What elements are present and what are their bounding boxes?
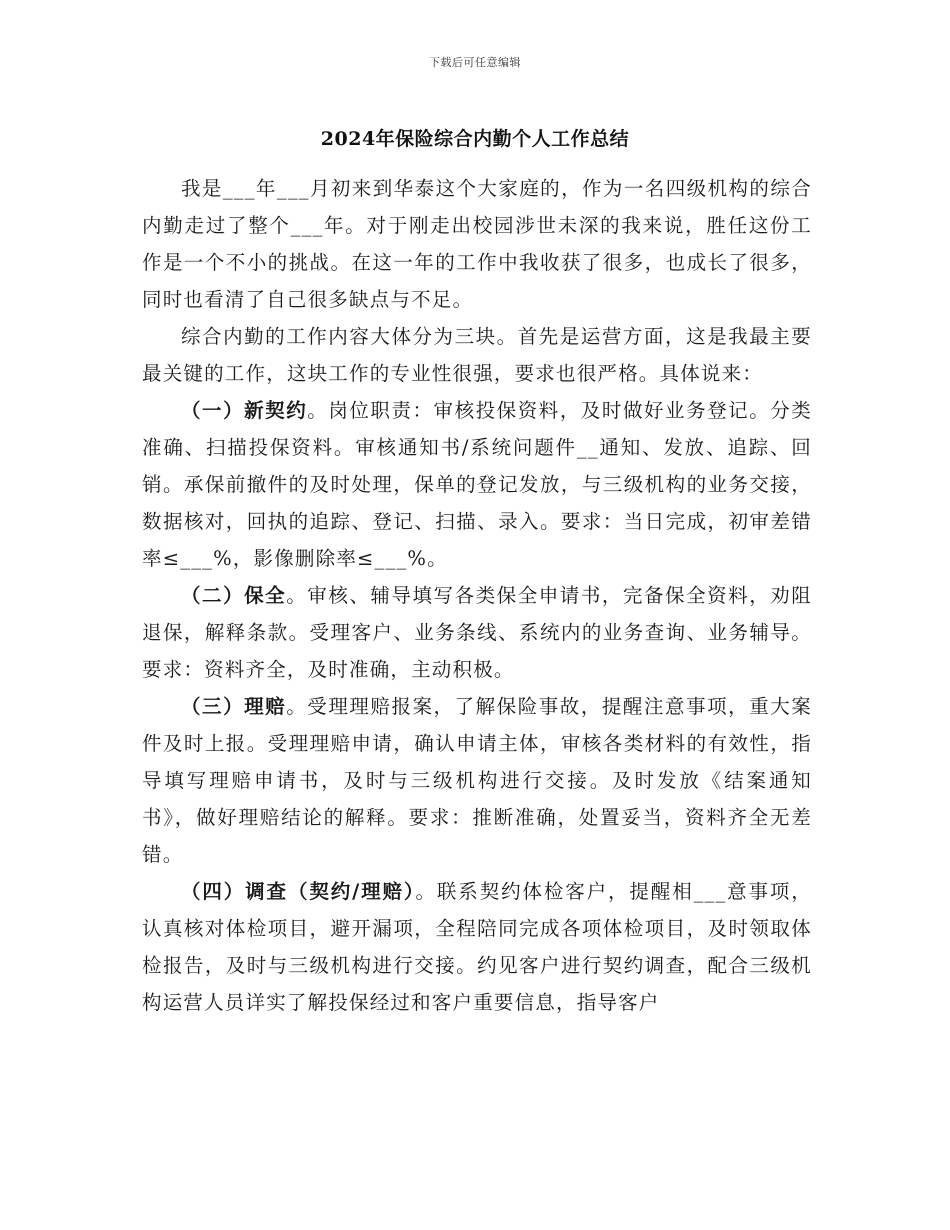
paragraph [142, 577, 812, 688]
paragraph-text: 。岗位职责：审核投保资料，及时做好业务登记。分类准确、扫描投保资料。审核通知书/系统问题件__通知、发放、追踪、回销。承保前撤件的及时处理，保单的登记发放，与三级机构的业务交接，数据核对，回执的追踪、登记、扫描、录入。要求：当日完成，初审差错率≤___%，影像删除率≤___%。 [142, 399, 813, 570]
paragraph-text: 。受理理赔报案，了解保险事故，提醒注意事项，重大案件及时上报。受理理赔申请，确认申请主体，审核各类材料的有效性，指导填写理赔申请书，及时与三级机构进行交接。及时发放《结案通知书》，做好理赔结论的解释。要求：推断准确，处置妥当，资料齐全无差错。 [142, 695, 812, 866]
paragraph-text: 综合内勤的工作内容大体分为三块。首先是运营方面，这是我最主要最关键的工作，这块工作的专业性很强，要求也很严格。具体说来： [142, 325, 812, 385]
paragraph-text: 。审核、辅导填写各类保全申请书，完备保全资料，劝阻退保，解释条款。受理客户、业务条线、系统内的业务查询、业务辅导。要求：资料齐全，及时准确，主动积极。 [142, 584, 812, 681]
paragraph-text: 。联系契约体检客户，提醒相___意事项，认真核对体检项目，避开漏项，全程陪同完成各项体检项目，及时领取体检报告，及时与三级机构进行交接。约见客户进行契约调查，配合三级机构运营人员详实了解投保经过和客户重要信息，指导客户 [142, 880, 812, 1014]
paragraph-heading: （四）调查（契约/理赔） [181, 880, 416, 903]
header-note: 下载后可任意编辑 [429, 56, 521, 69]
paragraph-text: 我是___年___月初来到华泰这个大家庭的，作为一名四级机构的综合内勤走过了整个___年。对于刚走出校园涉世未深的我来说，胜任这份工作是一个不小的挑战。在这一年的工作中我收获了很多，也成长了很多，同时也看清了自己很多缺点与不足。 [142, 177, 812, 311]
paragraph [142, 170, 812, 318]
document-body [142, 170, 812, 1021]
paragraph [142, 873, 812, 1021]
paragraph [142, 318, 812, 392]
paragraph-heading: （一）新契约 [181, 399, 308, 422]
document-title: 2024年保险综合内勤个人工作总结 [320, 128, 630, 150]
paragraph [142, 688, 812, 873]
paragraph [142, 392, 812, 577]
paragraph-heading: （三）理赔 [181, 695, 287, 718]
paragraph-heading: （二）保全 [181, 584, 287, 607]
